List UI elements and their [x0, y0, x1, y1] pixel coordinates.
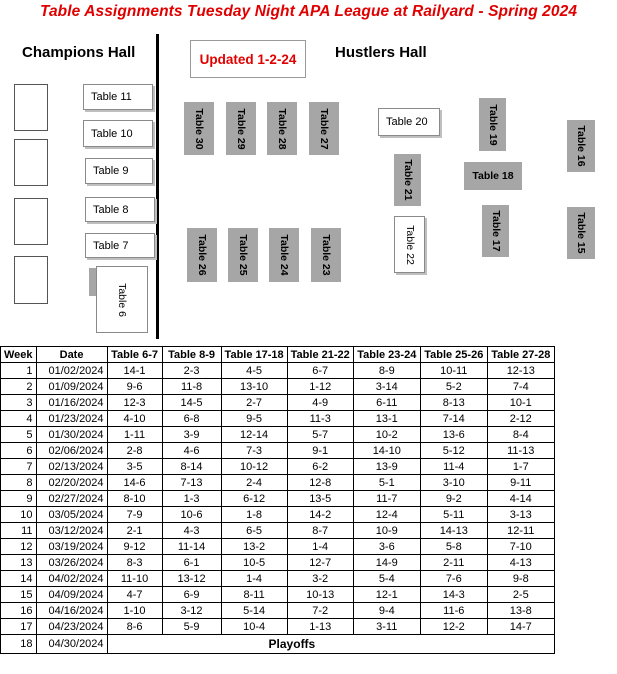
table-25-label: Table 25 [237, 234, 249, 276]
matchup-cell: 3-12 [162, 603, 221, 619]
matchup-cell: 12-3 [107, 395, 162, 411]
champions-blank-table [14, 139, 48, 186]
matchup-cell: 9-2 [420, 491, 487, 507]
matchup-cell: 7-14 [420, 411, 487, 427]
week-cell: 14 [1, 571, 37, 587]
table-7: Table 7 [85, 233, 155, 258]
table-27 [309, 102, 339, 155]
matchup-cell: 8-3 [107, 555, 162, 571]
matchup-cell: 3-2 [287, 571, 353, 587]
matchup-cell: 5-14 [221, 603, 287, 619]
table-row-playoffs [1, 635, 555, 654]
matchup-cell: 10-2 [353, 427, 420, 443]
table-8: Table 8 [85, 197, 155, 222]
matchup-cell: 14-9 [353, 555, 420, 571]
matchup-cell: 4-5 [221, 363, 287, 379]
matchup-cell: 1-3 [162, 491, 221, 507]
week-cell: 13 [1, 555, 37, 571]
matchup-cell: 14-3 [420, 587, 487, 603]
table-21-label: Table 21 [401, 159, 414, 201]
matchup-cell: 11-8 [162, 379, 221, 395]
matchup-cell: 6-9 [162, 587, 221, 603]
matchup-cell: 14-2 [287, 507, 353, 523]
week-cell: 10 [1, 507, 37, 523]
table-26-label: Table 26 [196, 234, 208, 276]
table-15 [567, 207, 595, 259]
matchup-cell: 13-1 [353, 411, 420, 427]
matchup-cell: 1-13 [287, 619, 353, 635]
date-cell: 02/27/2024 [36, 491, 107, 507]
matchup-cell: 12-1 [353, 587, 420, 603]
matchup-cell: 1-12 [287, 379, 353, 395]
week-cell: 1 [1, 363, 37, 379]
matchup-cell: 3-10 [420, 475, 487, 491]
matchup-cell: 13-8 [487, 603, 554, 619]
matchup-cell: 8-4 [487, 427, 554, 443]
matchup-cell: 2-3 [162, 363, 221, 379]
matchup-cell: 1-8 [221, 507, 287, 523]
matchup-cell: 8-11 [221, 587, 287, 603]
table-6 [96, 266, 148, 333]
matchup-cell: 7-2 [287, 603, 353, 619]
header-table-25-26: Table 25-26 [420, 347, 487, 363]
matchup-cell: 13-10 [221, 379, 287, 395]
matchup-cell: 1-4 [221, 571, 287, 587]
table-row [1, 603, 555, 619]
matchup-cell: 7-3 [221, 443, 287, 459]
table-row [1, 379, 555, 395]
table-11: Table 11 [83, 84, 153, 110]
date-cell: 04/09/2024 [36, 587, 107, 603]
playoffs-cell [107, 635, 554, 654]
matchup-cell: 7-9 [107, 507, 162, 523]
table-27-label: Table 27 [318, 107, 330, 150]
matchup-cell: 1-4 [287, 539, 353, 555]
matchup-cell: 9-1 [287, 443, 353, 459]
matchup-cell: 10-11 [420, 363, 487, 379]
matchup-cell: 4-13 [487, 555, 554, 571]
table-row [1, 571, 555, 587]
header-table-6-7: Table 6-7 [107, 347, 162, 363]
date-cell: 02/06/2024 [36, 443, 107, 459]
matchup-cell: 8-9 [353, 363, 420, 379]
matchup-cell: 6-5 [221, 523, 287, 539]
matchup-cell: 14-10 [353, 443, 420, 459]
week-cell: 12 [1, 539, 37, 555]
matchup-cell: 2-12 [487, 411, 554, 427]
date-cell: 04/23/2024 [36, 619, 107, 635]
matchup-cell: 7-10 [487, 539, 554, 555]
table-24-label: Table 24 [278, 234, 290, 276]
table-row [1, 619, 555, 635]
table-10: Table 10 [83, 120, 153, 147]
matchup-cell: 11-7 [353, 491, 420, 507]
table-29-label: Table 29 [235, 107, 247, 150]
matchup-cell: 9-5 [221, 411, 287, 427]
table-row [1, 523, 555, 539]
matchup-cell: 6-1 [162, 555, 221, 571]
week-cell: 8 [1, 475, 37, 491]
week-cell: 18 [1, 635, 37, 654]
matchup-cell: 14-13 [420, 523, 487, 539]
matchup-cell: 7-6 [420, 571, 487, 587]
champions-blank-table [14, 256, 48, 304]
matchup-cell: 6-11 [353, 395, 420, 411]
table-24 [269, 228, 299, 282]
table-6-label: Table 6 [116, 282, 128, 317]
matchup-cell: 2-7 [221, 395, 287, 411]
date-cell: 03/19/2024 [36, 539, 107, 555]
week-cell: 4 [1, 411, 37, 427]
table-row [1, 411, 555, 427]
table-row [1, 363, 555, 379]
table-26 [187, 228, 217, 282]
matchup-cell: 4-3 [162, 523, 221, 539]
matchup-cell: 10-4 [221, 619, 287, 635]
table-25 [228, 228, 258, 282]
matchup-cell: 5-4 [353, 571, 420, 587]
matchup-cell: 5-2 [420, 379, 487, 395]
matchup-cell: 2-4 [221, 475, 287, 491]
matchup-cell: 12-8 [287, 475, 353, 491]
matchup-cell: 12-7 [287, 555, 353, 571]
date-cell: 04/02/2024 [36, 571, 107, 587]
matchup-cell: 10-1 [487, 395, 554, 411]
matchup-cell: 12-13 [487, 363, 554, 379]
week-cell: 9 [1, 491, 37, 507]
page-title: Table Assignments Tuesday Night APA League at Railyard - Spring 2024 [39, 3, 578, 20]
matchup-cell: 12-2 [420, 619, 487, 635]
matchup-cell: 13-6 [420, 427, 487, 443]
matchup-cell: 3-14 [353, 379, 420, 395]
matchup-cell: 11-13 [487, 443, 554, 459]
table-20: Table 20 [378, 108, 440, 136]
matchup-cell: 10-9 [353, 523, 420, 539]
date-cell: 01/09/2024 [36, 379, 107, 395]
matchup-cell: 6-2 [287, 459, 353, 475]
matchup-cell: 8-10 [107, 491, 162, 507]
table-17 [482, 205, 509, 257]
matchup-cell: 11-3 [287, 411, 353, 427]
updated-notice: Updated 1-2-24 [190, 40, 306, 78]
playoffs-label: Playoffs [268, 637, 316, 651]
table-28-label: Table 28 [276, 107, 288, 150]
matchup-cell: 7-4 [487, 379, 554, 395]
table-19-label: Table 19 [486, 103, 499, 146]
schedule-header-row [1, 347, 555, 363]
table-row [1, 507, 555, 523]
table-30-label: Table 30 [193, 107, 205, 150]
week-cell: 16 [1, 603, 37, 619]
table-row [1, 443, 555, 459]
matchup-cell: 11-6 [420, 603, 487, 619]
matchup-cell: 5-12 [420, 443, 487, 459]
table-22-label: Table 22 [403, 224, 416, 265]
matchup-cell: 8-14 [162, 459, 221, 475]
matchup-cell: 11-14 [162, 539, 221, 555]
matchup-cell: 11-10 [107, 571, 162, 587]
matchup-cell: 6-7 [287, 363, 353, 379]
matchup-cell: 9-6 [107, 379, 162, 395]
hall-divider [156, 34, 159, 339]
week-cell: 11 [1, 523, 37, 539]
matchup-cell: 14-6 [107, 475, 162, 491]
champions-blank-table [14, 198, 48, 245]
matchup-cell: 1-10 [107, 603, 162, 619]
table-row [1, 491, 555, 507]
schedule-table [0, 346, 555, 654]
matchup-cell: 5-9 [162, 619, 221, 635]
matchup-cell: 8-6 [107, 619, 162, 635]
matchup-cell: 12-4 [353, 507, 420, 523]
matchup-cell: 2-11 [420, 555, 487, 571]
header-table-8-9: Table 8-9 [162, 347, 221, 363]
matchup-cell: 12-11 [487, 523, 554, 539]
date-cell: 04/16/2024 [36, 603, 107, 619]
matchup-cell: 4-6 [162, 443, 221, 459]
table-row [1, 427, 555, 443]
matchup-cell: 14-5 [162, 395, 221, 411]
matchup-cell: 5-8 [420, 539, 487, 555]
date-cell: 03/12/2024 [36, 523, 107, 539]
matchup-cell: 4-7 [107, 587, 162, 603]
matchup-cell: 13-9 [353, 459, 420, 475]
table-row [1, 459, 555, 475]
matchup-cell: 10-13 [287, 587, 353, 603]
matchup-cell: 9-8 [487, 571, 554, 587]
matchup-cell: 6-12 [221, 491, 287, 507]
week-cell: 17 [1, 619, 37, 635]
week-cell: 6 [1, 443, 37, 459]
date-cell: 03/05/2024 [36, 507, 107, 523]
matchup-cell: 8-7 [287, 523, 353, 539]
matchup-cell: 3-9 [162, 427, 221, 443]
week-cell: 2 [1, 379, 37, 395]
table-row [1, 395, 555, 411]
matchup-cell: 11-4 [420, 459, 487, 475]
date-cell: 02/13/2024 [36, 459, 107, 475]
date-cell: 01/23/2024 [36, 411, 107, 427]
table-18: Table 18 [464, 162, 522, 190]
matchup-cell: 7-13 [162, 475, 221, 491]
champions-hall-title: Champions Hall [22, 44, 136, 61]
table-row [1, 587, 555, 603]
date-cell: 03/26/2024 [36, 555, 107, 571]
matchup-cell: 13-5 [287, 491, 353, 507]
table-28 [267, 102, 297, 155]
matchup-cell: 9-11 [487, 475, 554, 491]
week-cell: 7 [1, 459, 37, 475]
champions-blank-table [14, 84, 48, 131]
matchup-cell: 9-12 [107, 539, 162, 555]
table-row [1, 539, 555, 555]
matchup-cell: 6-8 [162, 411, 221, 427]
matchup-cell: 10-5 [221, 555, 287, 571]
date-cell: 04/30/2024 [36, 635, 107, 654]
table-30 [184, 102, 214, 155]
table-row [1, 475, 555, 491]
matchup-cell: 8-13 [420, 395, 487, 411]
matchup-cell: 1-7 [487, 459, 554, 475]
week-cell: 3 [1, 395, 37, 411]
table-row [1, 555, 555, 571]
matchup-cell: 2-1 [107, 523, 162, 539]
matchup-cell: 2-5 [487, 587, 554, 603]
matchup-cell: 9-4 [353, 603, 420, 619]
matchup-cell: 5-11 [420, 507, 487, 523]
matchup-cell: 3-11 [353, 619, 420, 635]
table-23 [311, 228, 341, 282]
table-29 [226, 102, 256, 155]
header-table-17-18: Table 17-18 [221, 347, 287, 363]
header-table-27-28: Table 27-28 [487, 347, 554, 363]
table-19 [479, 98, 506, 151]
matchup-cell: 4-10 [107, 411, 162, 427]
table-9: Table 9 [85, 158, 153, 184]
week-cell: 5 [1, 427, 37, 443]
date-cell: 02/20/2024 [36, 475, 107, 491]
table-23-label: Table 23 [320, 234, 332, 276]
matchup-cell: 14-1 [107, 363, 162, 379]
header-week: Week [1, 347, 37, 363]
matchup-cell: 1-11 [107, 427, 162, 443]
date-cell: 01/30/2024 [36, 427, 107, 443]
header-table-23-24: Table 23-24 [353, 347, 420, 363]
matchup-cell: 12-14 [221, 427, 287, 443]
matchup-cell: 4-9 [287, 395, 353, 411]
header-date: Date [36, 347, 107, 363]
table-15-label: Table 15 [575, 212, 587, 254]
matchup-cell: 5-7 [287, 427, 353, 443]
table-21 [394, 154, 421, 206]
date-cell: 01/16/2024 [36, 395, 107, 411]
matchup-cell: 10-12 [221, 459, 287, 475]
matchup-cell: 5-1 [353, 475, 420, 491]
week-cell: 15 [1, 587, 37, 603]
date-cell: 01/02/2024 [36, 363, 107, 379]
matchup-cell: 10-6 [162, 507, 221, 523]
matchup-cell: 14-7 [487, 619, 554, 635]
table-16-label: Table 16 [575, 125, 587, 167]
matchup-cell: 3-6 [353, 539, 420, 555]
header-table-21-22: Table 21-22 [287, 347, 353, 363]
matchup-cell: 13-2 [221, 539, 287, 555]
matchup-cell: 3-13 [487, 507, 554, 523]
table-22 [394, 216, 425, 273]
matchup-cell: 13-12 [162, 571, 221, 587]
matchup-cell: 3-5 [107, 459, 162, 475]
matchup-cell: 4-14 [487, 491, 554, 507]
table-17-label: Table 17 [489, 210, 502, 252]
matchup-cell: 2-8 [107, 443, 162, 459]
hustlers-hall-title: Hustlers Hall [335, 44, 427, 61]
table-16 [567, 120, 595, 172]
